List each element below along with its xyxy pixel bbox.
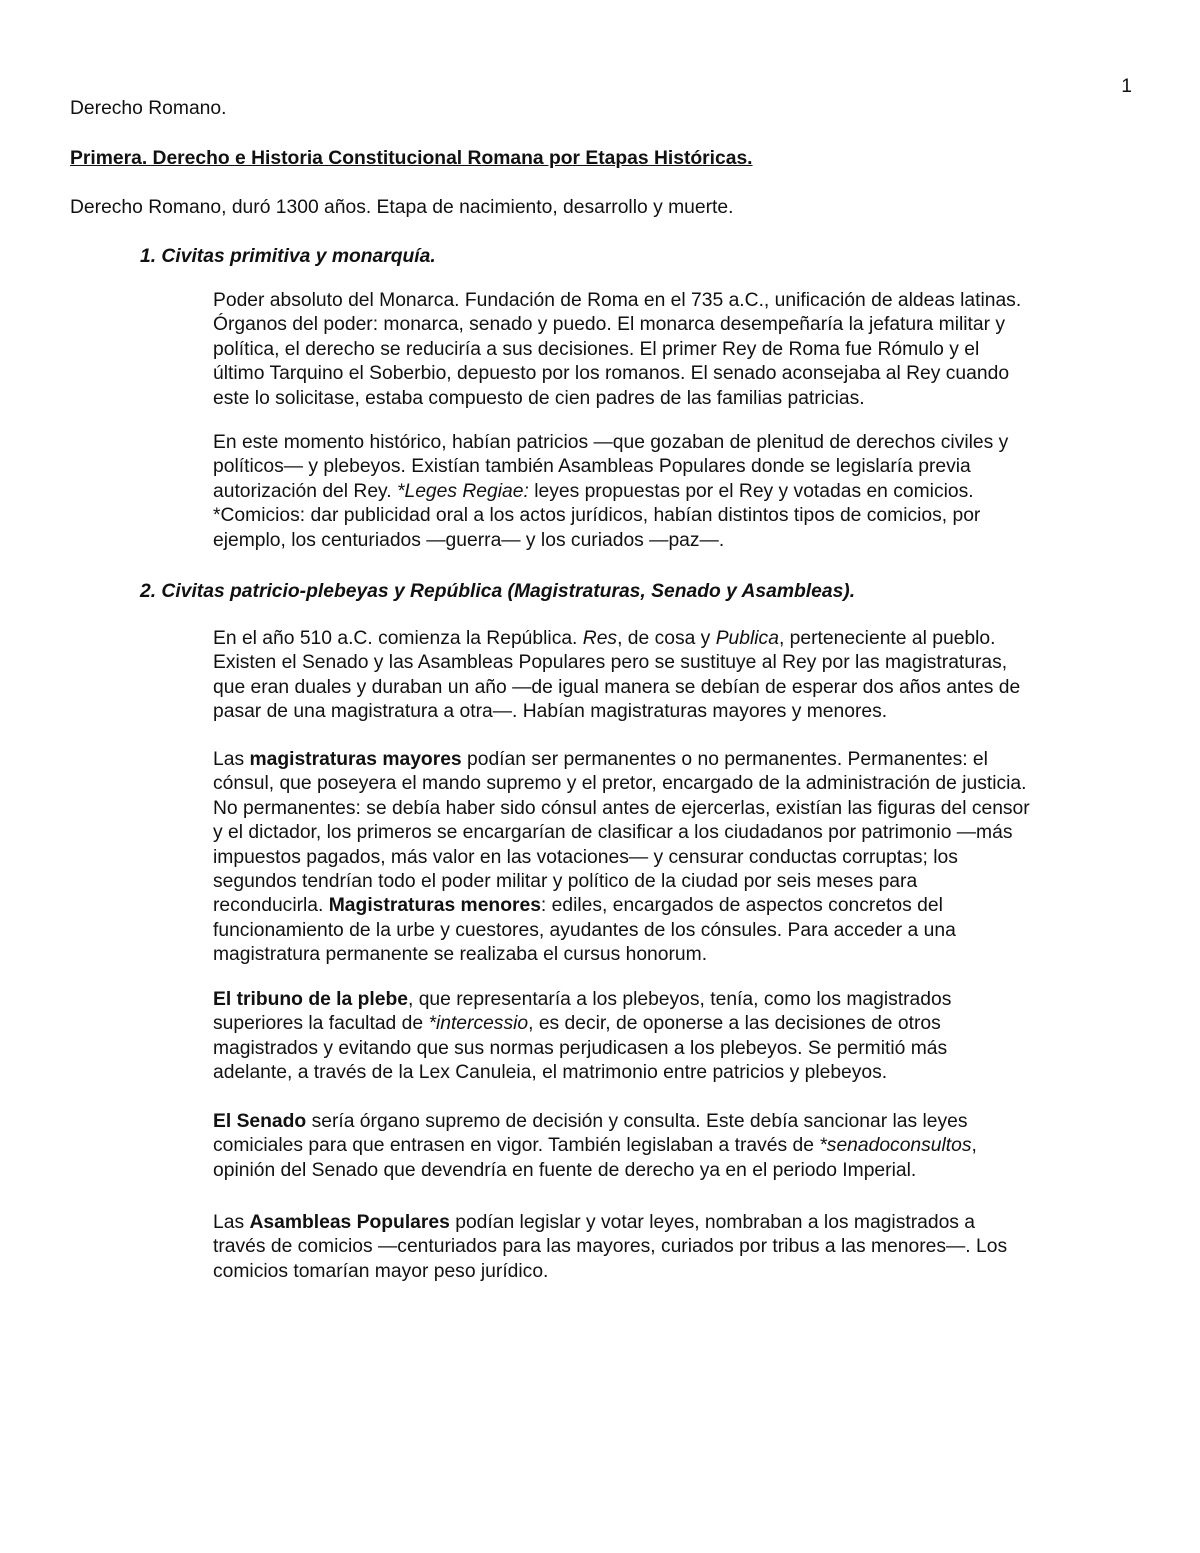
- intro-paragraph: Derecho Romano, duró 1300 años. Etapa de nacimiento, desarrollo y muerte.: [70, 197, 734, 218]
- paragraph-line: En el año 510 a.C. comienza la República. Res, de cosa y Publica, perteneciente al pueblo.: [213, 628, 996, 649]
- paragraph-line: política, el derecho se reduciría a sus decisiones. El primer Rey de Roma fue Rómulo y el: [213, 338, 980, 360]
- magistraturas-menores-term: Magistraturas menores: [328, 895, 541, 917]
- section-2-heading: 2. Civitas patricio-plebeyas y República (Magistraturas, Senado y Asambleas).: [140, 581, 856, 602]
- section-1-heading: 1. Civitas primitiva y monarquía.: [140, 246, 436, 267]
- document-title: Derecho Romano.: [70, 98, 227, 119]
- leges-regiae-term: *Leges Regiae:: [396, 480, 529, 502]
- section-1-paragraph-1: [213, 289, 1130, 411]
- paragraph-line: autorización del Rey. *Leges Regiae: leyes propuestas por el Rey y votadas en comicios.: [213, 480, 974, 502]
- senadoconsultos-term: *senadoconsultos: [819, 1135, 972, 1157]
- paragraph-line: políticos— y plebeyos. Existían también Asambleas Populares donde se legislaría previa: [213, 456, 971, 478]
- paragraph-line: cónsul, que poseyera el mando supremo y el pretor, encargado de la administración de justicia.: [213, 773, 1027, 795]
- paragraph-line: adelante, a través de la Lex Canuleia, el matrimonio entre patricios y plebeyos.: [213, 1062, 888, 1084]
- section-2-paragraph-4: [213, 1110, 1130, 1183]
- paragraph-line: segundos tendrían todo el poder militar y político de la ciudad por seis meses para: [213, 871, 918, 893]
- paragraph-line: pasar de una magistratura a otra—. Habían magistraturas mayores y menores.: [213, 701, 888, 723]
- paragraph-line: comiciales para que entrasen en vigor. También legislaban a través de *senadoconsultos,: [213, 1135, 977, 1157]
- paragraph-line: ejemplo, los centuriados —guerra— y los curiados —paz—.: [213, 529, 725, 551]
- paragraph-line: magistratura permanente se realizaba el cursus honorum.: [213, 944, 708, 966]
- section-2-paragraph-2: [213, 748, 1130, 968]
- page-number: 1: [1121, 76, 1132, 97]
- section-2-paragraph-5: [213, 1211, 1130, 1284]
- magistraturas-mayores-term: magistraturas mayores: [249, 749, 462, 770]
- paragraph-line: Órganos del poder: monarca, senado y puedo. El monarca desempeñaría la jefatura militar y: [213, 314, 1006, 336]
- part-heading: Primera. Derecho e Historia Constitucional Romana por Etapas Históricas.: [70, 148, 753, 169]
- paragraph-line: este lo solicitase, estaba compuesto de cien padres de las familias patricias.: [213, 387, 865, 409]
- paragraph-line: opinión del Senado que devendría en fuente de derecho ya en el periodo Imperial.: [213, 1159, 917, 1181]
- paragraph-line: No permanentes: se debía haber sido cónsul antes de ejercerlas, existían las figuras del censor: [213, 797, 1030, 819]
- section-2-paragraph-1: [213, 627, 1130, 725]
- senado-term: El Senado: [213, 1111, 307, 1132]
- paragraph-line: El tribuno de la plebe, que representaría a los plebeyos, tenía, como los magistrados: [213, 989, 952, 1010]
- section-1-paragraph-2: [213, 431, 1130, 553]
- paragraph-line: través de comicios —centuriados para las mayores, curiados por tribus a las menores—. Los: [213, 1236, 1008, 1258]
- paragraph-line: reconducirla. Magistraturas menores: ediles, encargados de aspectos concretos del: [213, 895, 943, 917]
- paragraph-line: magistrados y evitando que sus normas perjudicasen a los plebeyos. Se permitió más: [213, 1037, 948, 1059]
- paragraph-line: y el dictador, los primeros se encargarían de clasificar a los ciudadanos por patrimonio —más: [213, 822, 1013, 844]
- paragraph-line: Las Asambleas Populares podían legislar y votar leyes, nombraban a los magistrados a: [213, 1212, 976, 1233]
- paragraph-line: *Comicios: dar publicidad oral a los actos jurídicos, habían distintos tipos de comicios, por: [213, 505, 981, 527]
- paragraph-line: Existen el Senado y las Asambleas Populares pero se sustituye al Rey por las magistraturas,: [213, 652, 1008, 674]
- paragraph-line: Poder absoluto del Monarca. Fundación de Roma en el 735 a.C., unificación de aldeas latinas.: [213, 290, 1022, 311]
- paragraph-line: En este momento histórico, habían patricios —que gozaban de plenitud de derechos civiles y: [213, 432, 1009, 453]
- paragraph-line: que eran duales y duraban un año —de igual manera se debían de esperar dos años antes de: [213, 676, 1021, 698]
- paragraph-line: superiores la facultad de *intercessio, es decir, de oponerse a las decisiones de otros: [213, 1013, 941, 1035]
- paragraph-line: comicios tomarían mayor peso jurídico.: [213, 1260, 549, 1282]
- tribuno-term: El tribuno de la plebe: [213, 989, 408, 1010]
- paragraph-line: impuestos pagados, más valor en las votaciones— y censurar conductas corruptas; los: [213, 846, 958, 868]
- asambleas-populares-term: Asambleas Populares: [249, 1212, 450, 1233]
- paragraph-line: Las magistraturas mayores podían ser permanentes o no permanentes. Permanentes: el: [213, 749, 988, 770]
- paragraph-line: El Senado sería órgano supremo de decisión y consulta. Este debía sancionar las leyes: [213, 1111, 968, 1132]
- section-2-paragraph-3: [213, 988, 1130, 1086]
- paragraph-line: último Tarquino el Soberbio, depuesto por los romanos. El senado aconsejaba al Rey cuando: [213, 363, 1010, 385]
- intercessio-term: *intercessio: [428, 1013, 529, 1035]
- paragraph-line: funcionamiento de la urbe y cuestores, ayudantes de los cónsules. Para acceder a una: [213, 919, 956, 941]
